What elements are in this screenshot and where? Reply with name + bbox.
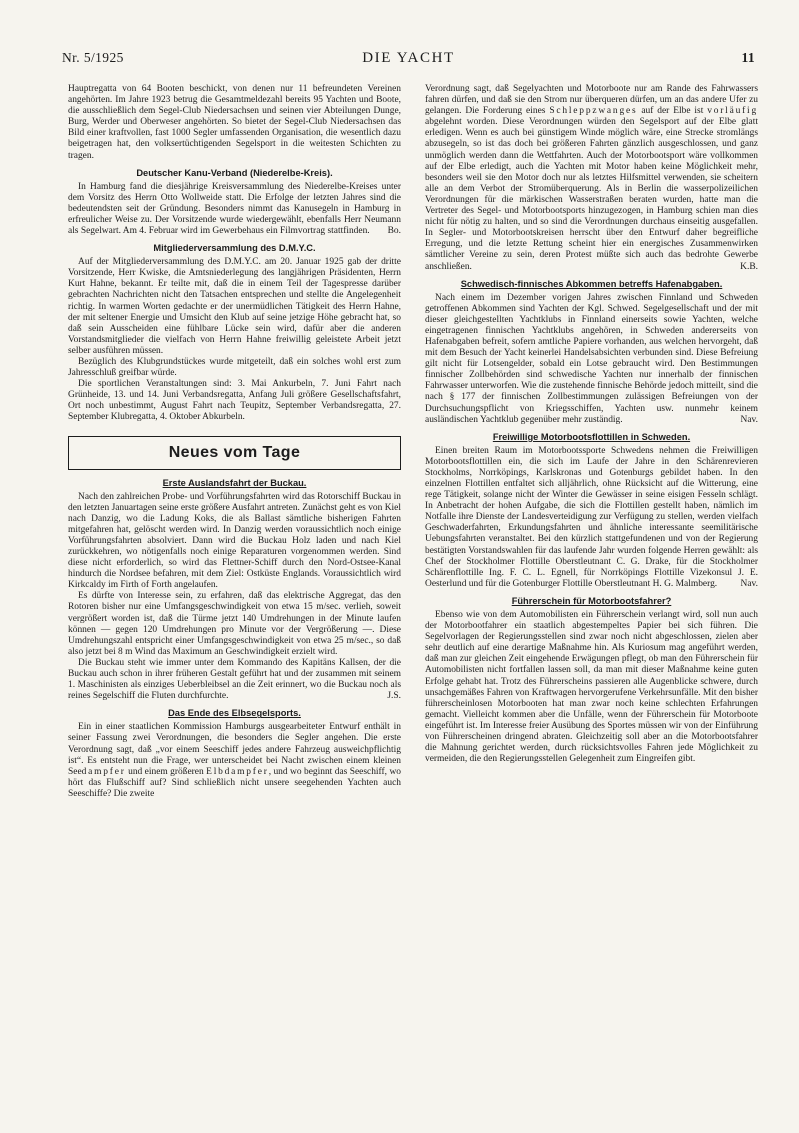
kanu-text: In Hamburg fand die diesjährige Kreisversammlung des Niederelbe-Kreises unter dem Vorsitz des Herrn Otto Wollweide statt. Die Erfolge der letzten Jahres sind die bedeutendsten seit der Gründung. Besonders nimmt das Kanusegeln in Hamburg in erfreulicher Weise zu. Der Vorsitzende wurde wiedergewählt, ebenfalls Herr Neumann als Segelwart. Am 4. Februar wird im Gewerbehaus ein Filmvortrag stattfinden. (68, 181, 401, 237)
finn-heading: Schwedisch-finnisches Abkommen betreffs Hafenabgaben. (460, 278, 723, 289)
kanu-paragraph (68, 182, 401, 237)
flottillen-paragraph (425, 446, 758, 590)
elbe-cont-b: auf der Elbe ist (637, 106, 708, 117)
elbe-cont-spaced-1: Schleppzwanges (549, 106, 638, 117)
finn-text: Nach einem im Dezember vorigen Jahres zwischen Finnland und Schweden getroffenen Abkommen sind Yachten der Kgl. Schwed. Segelgesellschaft und der mit dieser gleichgestellten Yachtklubs in Finnland einerseits sowie Yachten, welche eingetragenen finnischen Yachtklubs angehören, in Schweden andererseits von Hafenabgaben befreit, sofern amtliche Papiere vorhanden, aus welchen hervorgeht, daß mit dem Besuch der Yacht keinerlei Handelsabsichten verbunden sind. Diese Befreiung gilt nicht für Lotsengelder, sobald ein Lotse gebraucht wird. Den Bestimmungen finnischer Zollbehörden sind schwedische Yachten nur innerhalb der finnischen Fahrwasser unterworfen. Wie die zustehende finnische Behörde jedoch mitteilt, sind die nach § 177 der finnischen Zollbestimmungen zulässigen Befreiungen von der Durchsuchungspflicht von Kriegsschiffen, Yachten usw. nunmehr keinem ausländischen Yachtklub gegenüber mehr zuständig. (425, 292, 758, 425)
fuehrerschein-heading: Führerschein für Motorbootsfahrer? (511, 595, 672, 606)
buckau-paragraph-1: Nach den zahlreichen Probe- und Vorführungsfahrten wird das Rotorschiff Buckau in den letzten Januartagen seine erste größere Ausfahrt antreten. Zunächst geht es von Kiel nach Danzig, wo die Ladung Koks, die als Ballast sämtliche bisherigen Fahrten mitgefahren hat, gelöscht werden wird. In Danzig werden voraussichtlich noch einige Vorführungsfahrten absolviert. Dann wird die Buckau Holz laden und nach Kiel zurückkehren, wo nötigenfalls noch einige Reparaturen vorgenommen werden. Sind diese nicht erforderlich, so wird das Flettner-Schiff durch den Nord-Ostsee-Kanal hindurch die Nordsee befahren, mit dem Ziel: Ostküste Englands. Voraussichtlich wird Kirkcaldy im Firth of Forth angelaufen. (68, 491, 401, 591)
right-column (425, 84, 758, 765)
elbe-signature: K.B. (740, 261, 758, 272)
flottillen-text: Einen breiten Raum im Motorbootssporte Schwedens nehmen die Freiwilligen Motorbootsflottillen ein, die sich im Laufe der Jahre in den Schärenrevieren Stockholms, Norrköpings, Karlskronas und Gotenburgs gebildet haben. In den einzelnen Flottillen entfaltet sich alljährlich, ohne Rücksicht auf die Witterung, eine rege Tätigkeit, solange nicht der Winter die Gewässer in seine eisigen Fesseln schlägt. In Anbetracht der hohen Aufgabe, die sich die Flottillen gestellt haben, nämlich im Notfalle ihre Dienste der Landesverteidigung zur Verfügung zu stellen, werden vielfach Geschwaderfahrten, Erkundungsfahrten und ähnliche interessante seemilitärische Uebungsfahrten veranstaltet. Bei den kürzlich stattgefundenen und von der Regierung bestätigten Vorstandswahlen für das laufende Jahr wurden folgende Herren gewählt: als Chef der Stockholmer Flottille Oberstleutnant C. G. Drake, für die Stockholmer Schärenflottille Ing. F. C. L. Egnell, für Norrköpings Flottille Vizekonsul J. E. Oesterlund und für die Gotenburger Flottille Oberstleutnant H. G. Malmberg. (425, 445, 758, 589)
section-banner: Neues vom Tage (68, 436, 401, 470)
elbe-continuation (425, 84, 758, 273)
finn-paragraph (425, 293, 758, 426)
magazine-title: DIE YACHT (362, 50, 455, 66)
buckau-paragraph-2: Es dürfte von Interesse sein, zu erfahren, daß das elektrische Aggregat, das den Rotoren bisher nur eine Umfangsgeschwindigkeit von etwa 15 m/sec. verlieh, soweit vergrößert worden ist, daß die Türme jetzt 140 Umdrehungen in der Minute laufen können — gegen 120 Umdrehungen pro Minute vor der Vergrößerung —. Diese Umdrehungszahl entspricht einer Umfangsgeschwindigkeit von etwa 25 m/sec., so daß also jetzt bei 8 m Wind das Maximum an Geschwindigkeit erzielt wird. (68, 591, 401, 657)
intro-paragraph: Hauptregatta von 64 Booten beschickt, von denen nur 11 befreundeten Vereinen angehörten. Im Jahre 1923 betrug die Gesamtmeldezahl bereits 95 Yachten und Boote, die ausschließlich dem Segel-Club Niedersachsen und seinen vier Abteilungen Dunge, Burg, Werder und Oberweser angehörten. So bietet der Segel-Club Niedersachsen das Bild einer kraftvollen, fast 1000 Segler umfassenden Organisation, die wesentlich dazu beigetragen hat, den volksertüchtigenden Segelsport in die weitesten Schichten zu tragen. (68, 84, 401, 161)
dmyc-paragraph-3: Die sportlichen Veranstaltungen sind: 3. Mai Ankurbeln, 7. Juni Fahrt nach Grünheide, 13. und 14. Juni Verbandsregatta, Anfang Juli größere Gesellschaftsfahrt, Ort noch unbestimmt, August Fahrt nach Teupitz, September Verbandsregatta, 27. September Klubregatta, 4. Oktober Abkurbeln. (68, 379, 401, 423)
elbe-text-b: und einem größeren (125, 766, 207, 777)
elbe-cont-c: abgelehnt worden. Diese Verordnungen würden den Segelsport auf der Elbe glatt erledigen. Wenn es auch bei günstigem Winde möglich wäre, eine Strecke stromlängs abzusegeln, so ist das doch bei größeren Fahrten gänzlich ausgeschlossen, und ganz unmöglich werden dann die Wettfahrten. Auch der Motorbootsport wäre vollkommen auf der Elbe erledigt, auch die Yachten mit Motor haben keine Möglichkeit mehr, besonders weil sie den Motor doch nur als letztes Hilfsmittel verwenden, sie scheitern alle an dem Verbot der Stromüberquerung. Als in Berlin die wasserpolizeilichen Verordnungen für die märkischen Wasserstraßen beraten wurden, hatte man die Vertreter des Segel- und Motorbootsports hinzugezogen, in Hamburg schien man dies nicht für nötig zu halten, und so sind die Verordnungen durchaus einseitig ausgefallen. In Segler- und Motorbootskreisen herrscht über den Entwurf daher begreifliche Erregung, und die letzte Rettung scheint hier ein energisches Zusammenwirken sämtlicher Vereine zu sein, deren Protest müßte sich auch das bedrohte Gewerbe anschließen. (425, 117, 758, 272)
flottillen-heading: Freiwillige Motorbootsflottillen in Schweden. (492, 431, 691, 442)
fuehrerschein-paragraph: Ebenso wie von dem Automobilisten ein Führerschein verlangt wird, soll nun auch der Motorbootfahrer ein staatlich abgestempeltes Papier bei sich führen. Die Segelvorlagen der Regierungsstellen sind zwar noch nicht abgeschlossen, zielen aber sehr deutlich auf eine derartige Maßnahme hin. Als Kuriosum mag angeführt werden, daß man zur gleichen Zeit eingehende Erwägungen pflegt, ob man den Führerschein für Automobilisten nicht fortfallen lassen soll, da man mit dieser Maßnahme keine guten Erfolge gehabt hat. Trotz des Führerscheins passieren alle Augenblicke schwere, durch unsachgemäßes Fahren von Kraftwagen hervorgerufene Verkehrsunfälle. Mit den bisher führerscheinlosen Motorbooten hat man zwar noch keine schlechten Erfahrungen gemacht. Vielleicht kommen aber die Unfälle, wenn der Führerschein für Motorboote eingeführt ist. Im Interesse freier Ausübung des Sportes müssen wir von der Einführung von Führerscheinen dringend abraten. Gleichzeitig soll aber an die Motorbootsfahrer die Mahnung gerichtet werden, durch rücksichtsvolles Fahren jede Möglichkeit zu vermeiden, die den Regierungsstellen Gelegenheit zum Eingreifen gibt. (425, 609, 758, 765)
buckau-heading: Erste Auslandsfahrt der Buckau. (162, 477, 307, 488)
elbe-text-c: , und wo beginnt das Seeschiff, wo hört das Flußschiff auf? Sind schließlich nicht unsere seegehenden Yachten auch Seeschiffe? Die zweite (68, 766, 401, 799)
finn-signature: Nav. (740, 414, 758, 425)
elbe-heading: Das Ende des Elbsegelsports. (168, 708, 301, 719)
issue-number: Nr. 5/1925 (62, 50, 124, 65)
elbe-text-a: Ein in einer staatlichen Kommission Hamburgs ausgearbeiteter Entwurf enthält in seiner Fassung zwei Verordnungen, die besonders die Segler angehen. Die erste Verordnung sagt, daß „vor einem Seeschiff jedes andere Fahrzeug ausweichpflichtig ist“. Es entsteht nun die Frage, wer unterscheidet bei Nacht zwischen einem kleinen See (68, 722, 401, 777)
left-column (68, 84, 401, 800)
buckau-paragraph-3 (68, 658, 401, 702)
page-header (62, 50, 755, 68)
flottillen-signature: Nav. (740, 578, 758, 589)
dmyc-heading: Mitgliederversammlung des D.M.Y.C. (153, 243, 316, 254)
elbe-spaced-2: Elbdampfer (206, 766, 269, 777)
elbe-paragraph (68, 722, 401, 800)
elbe-cont-spaced-2: vorläufig (707, 106, 758, 117)
dmyc-paragraph-1: Auf der Mitgliederversammlung des D.M.Y.C. am 20. Januar 1925 gab der dritte Vorsitzende, Herr Kwiske, die Amtsniederlegung des langjährigen Präsidenten, Herrn Kurt Hahne, bekannt. Er teilte mit, daß die in einem Teil der Tagespresse darüber gebrachten Nachrichten nicht den Tatsachen entsprechen und stellte die Angelegenheit richtig. In warmen Worten gedachte er der unermüdlichen Tätigkeit des Herrn Hahne, der mit seltener Energie und Umsicht den Klub auf seine jetzige Höhe gebracht hat, so daß sein Ausscheiden eine fühlbare Lücke sein wird, dafür aber die anderen Vorstandsmitglieder die vielfach von Herrn Hahne freiwillig geleistete Arbeit jetzt selber ausführen müssen. (68, 257, 401, 356)
buckau-signature: J.S. (387, 691, 401, 702)
dmyc-paragraph-2: Bezüglich des Klubgrundstückes wurde mitgeteilt, daß ein solches wohl erst zum Jahresschluß greifbar würde. (68, 356, 401, 379)
buckau-text-3: Die Buckau steht wie immer unter dem Kommando des Kapitäns Kallsen, der die Buckau auch schon in ihrer früheren Gestalt geführt hat und der zusammen mit seinem 1. Maschinisten als einziges Ueberbleibsel an die Zeit erinnert, wo die Buckau noch als reines Segelschiff die Fluten durchfurchte. (68, 657, 401, 702)
page-number: 11 (741, 50, 755, 65)
elbe-spaced-1: dampfer (81, 766, 126, 777)
kanu-heading: Deutscher Kanu-Verband (Niederelbe-Kreis). (136, 167, 333, 178)
kanu-signature: Bo. (387, 226, 401, 237)
elbe-cont-a: Verordnung sagt, daß Segelyachten und Motorboote nur am Rande des Fahrwassers fahren dürfen, und daß sie den Strom nur überqueren dürfen, um an das andere Ufer zu gelangen. Die Forderung eines (425, 84, 758, 117)
